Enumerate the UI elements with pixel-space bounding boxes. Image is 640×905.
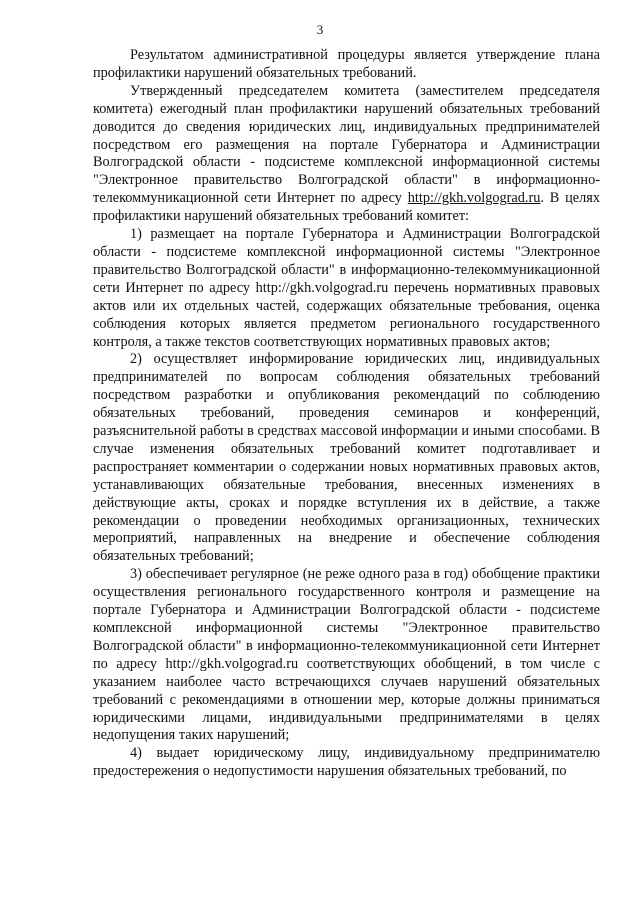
paragraph-item-1: 1) размещает на портале Губернатора и Администрации Волгоградской области - подсистеме комплексной информационной системы "Электронное правительство Волгоградской области" в информационно-телекоммуникационной сети Интернет по адресу http://gkh.volgograd.ru перечень нормативных правовых актов или их отдельных частей, содержащих обязательные требования, оценка соблюдения которых является предметом регионального государственного контроля, а также текстов соответствующих нормативных правовых актов; <box>93 226 600 350</box>
paragraph-plan-publication <box>93 83 600 226</box>
document-body <box>93 47 600 781</box>
paragraph-plan-text: Утвержденный председателем комитета (заместителем председателя комитета) ежегодный план профилактики нарушений обязательных требований доводится до сведения юридических лиц, индивидуальных предпринимателей посредством его размещения на портале Губернатора и Администрации Волгоградской области - подсистеме комплексной информационной системы "Электронное правительство Волгоградской области" в информационно-телекоммуникационной сети Интернет по адресу <box>93 82 600 207</box>
gkh-link[interactable]: http://gkh.volgograd.ru <box>407 190 541 207</box>
paragraph-result: Результатом административной процедуры является утверждение плана профилактики нарушений обязательных требований. <box>93 47 600 81</box>
paragraph-plan-tail: . В целях профилактики нарушений обязательных требований комитет: <box>93 190 600 225</box>
paragraph-item-4: 4) выдает юридическому лицу, индивидуальному предпринимателю предостережения о недопустимости нарушения обязательных требований, по <box>93 745 600 780</box>
page-number: 3 <box>316 22 324 37</box>
paragraph-item-2: 2) осуществляет информирование юридических лиц, индивидуальных предпринимателей по вопросам соблюдения обязательных требований посредством разработки и опубликования рекомендаций по соблюдению обязательных требований, проведения семинаров и конференций, разъяснительной работы в средствах массовой информации и иными способами. В случае изменения обязательных требований комитет подготавливает и распространяет комментарии о содержании новых нормативных правовых актов, устанавливающих обязательные требования, внесенных изменениях в действующие акты, сроках и порядке вступления их в действие, а также рекомендации о проведении необходимых организационных, технических мероприятий, направленных на внедрение и обеспечение соблюдения обязательных требований; <box>93 351 600 565</box>
paragraph-item-3: 3) обеспечивает регулярное (не реже одного раза в год) обобщение практики осуществления регионального государственного контроля и размещение на портале Губернатора и Администрации Волгоградской области - подсистеме комплексной информационной системы "Электронное правительство Волгоградской области" в информационно-телекоммуникационной сети Интернет по адресу http://gkh.volgograd.ru соответствующих обобщений, в том числе с указанием наиболее часто встречающихся случаев нарушений обязательных требований с рекомендациями в отношении мер, которые должны приниматься юридическими лицами, индивидуальными предпринимателями в целях недопущения таких нарушений; <box>93 566 600 744</box>
